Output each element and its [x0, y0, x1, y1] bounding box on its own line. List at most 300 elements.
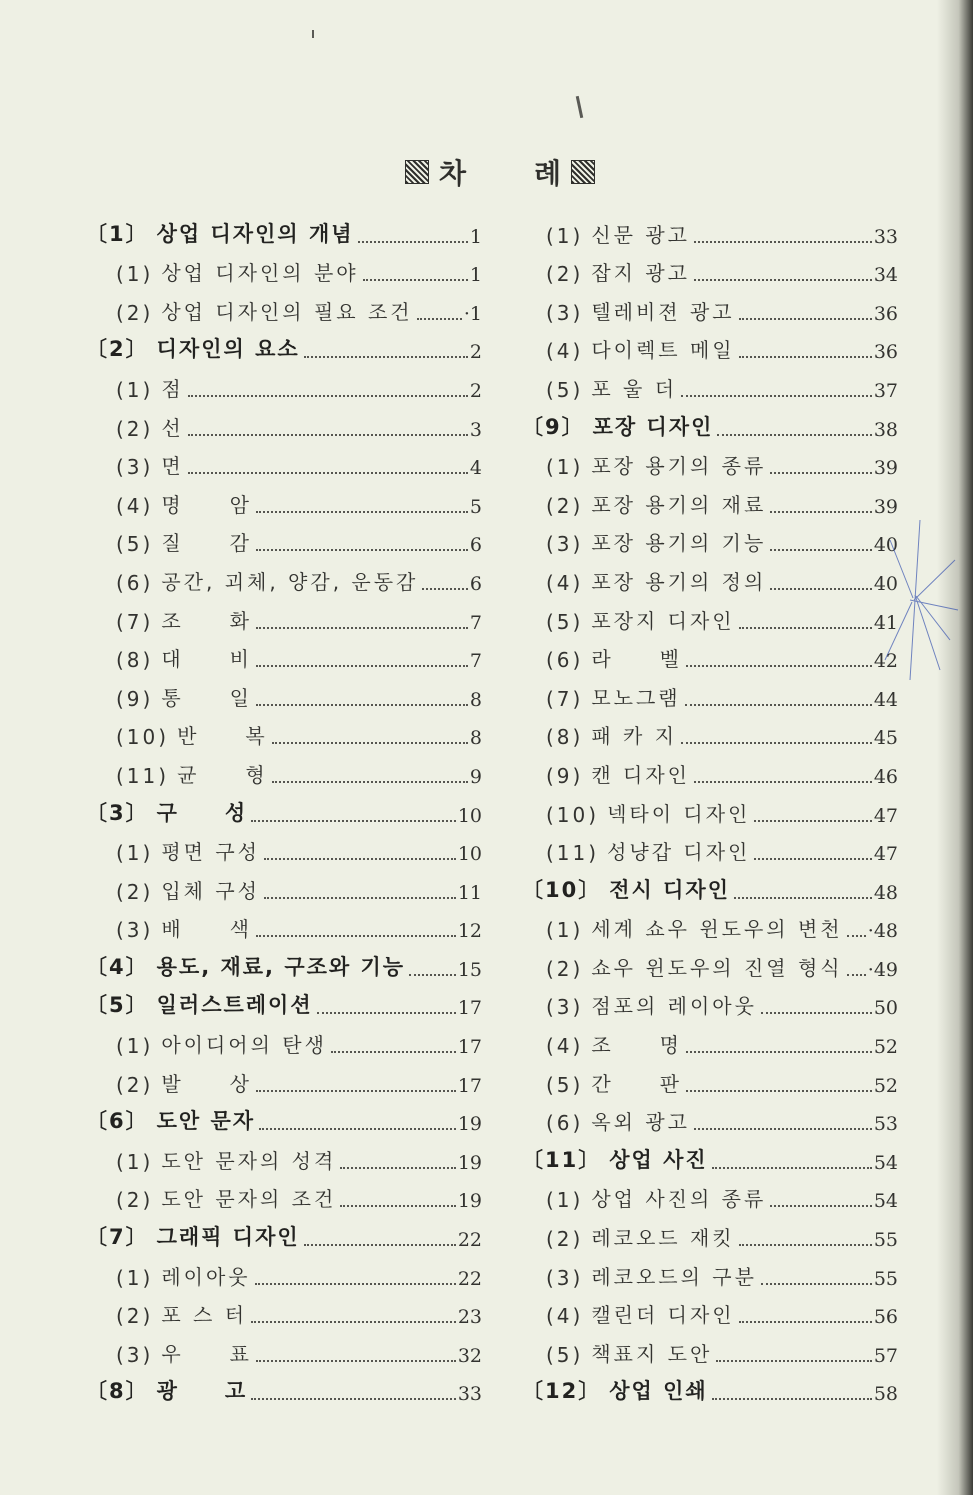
toc-chapter-row — [86, 1219, 482, 1258]
dot-leader — [272, 780, 468, 783]
toc-section-row — [522, 795, 898, 834]
toc-entry-title: 캘린더 디자인 — [591, 1303, 735, 1328]
dot-leader — [770, 471, 872, 474]
toc-page-number: 17 — [457, 997, 482, 1020]
toc-left-column — [86, 216, 482, 1412]
toc-entry-title: 포장 용기의 재료 — [591, 492, 767, 517]
hatched-square-icon — [571, 160, 595, 184]
toc-section-row — [522, 332, 898, 371]
dot-leader — [712, 1166, 872, 1169]
dot-leader — [694, 780, 872, 783]
dot-leader — [256, 626, 468, 629]
toc-entry-number: (1) — [546, 1188, 584, 1213]
toc-page-number: 56 — [873, 1306, 898, 1329]
toc-entry-title: 성냥갑 디자인 — [607, 840, 751, 865]
toc-entry-number: 〔4〕 — [86, 954, 149, 979]
toc-entry-number: (1) — [546, 223, 584, 248]
dot-leader — [686, 1050, 872, 1053]
toc-page-number: 17 — [457, 1074, 482, 1097]
toc-entry-title: 라 벨 — [591, 647, 682, 672]
toc-page-number: ·1 — [463, 302, 482, 325]
toc-section-row — [86, 718, 482, 757]
toc-section-row — [86, 756, 482, 795]
toc-section-row — [86, 911, 482, 950]
dot-leader — [256, 510, 468, 513]
toc-page-number: 37 — [873, 379, 898, 402]
dot-leader — [754, 857, 871, 860]
toc-entry-number: 〔7〕 — [86, 1225, 149, 1250]
toc-page-number: 55 — [873, 1229, 898, 1252]
toc-page-number: 45 — [873, 727, 898, 750]
toc-page-number: ·49 — [867, 958, 898, 981]
dot-leader — [417, 317, 462, 320]
dot-leader — [686, 1089, 872, 1092]
toc-section-row — [86, 255, 482, 294]
toc-section-row — [522, 370, 898, 409]
toc-page-number: 36 — [873, 302, 898, 325]
toc-page-number: ·48 — [867, 920, 898, 943]
dot-leader — [256, 548, 468, 551]
dot-leader — [694, 240, 872, 243]
toc-page-number: 8 — [469, 727, 482, 750]
toc-entry-title: 평면 구성 — [161, 840, 260, 865]
dot-leader — [761, 1282, 872, 1285]
toc-chapter-row — [86, 1374, 482, 1413]
toc-page-number: 17 — [457, 1036, 482, 1059]
toc-section-row — [86, 834, 482, 873]
dot-leader — [717, 433, 871, 436]
toc-entry-title: 조 화 — [161, 608, 252, 633]
toc-entry-title: 포 울 더 — [591, 376, 678, 401]
toc-entry-number: (9) — [116, 686, 154, 711]
toc-entry-number: (4) — [546, 339, 584, 364]
toc-page-number: 58 — [873, 1383, 898, 1406]
toc-title-right: 례 — [534, 157, 562, 190]
toc-section-row — [86, 1335, 482, 1374]
dot-leader — [739, 1243, 872, 1246]
toc-entry-title: 포장 용기의 정의 — [591, 569, 767, 594]
toc-title — [395, 150, 605, 194]
dot-leader — [304, 1243, 456, 1246]
toc-entry-title: 포장 디자인 — [592, 414, 714, 439]
dot-leader — [340, 1166, 456, 1169]
toc-entry-title: 상업 디자인의 분야 — [161, 261, 359, 286]
toc-entry-title: 포장 용기의 기능 — [591, 531, 767, 556]
toc-section-row — [86, 448, 482, 487]
toc-section-row — [522, 602, 898, 641]
toc-section-row — [86, 1026, 482, 1065]
toc-entry-title: 면 — [161, 454, 184, 479]
dot-leader — [739, 355, 872, 358]
dot-leader — [256, 1359, 456, 1362]
toc-entry-number: (3) — [546, 300, 584, 325]
toc-page-number: 44 — [873, 688, 898, 711]
toc-entry-title: 넥타이 디자인 — [607, 801, 751, 826]
toc-entry-number: (1) — [116, 262, 154, 287]
toc-section-row — [522, 255, 898, 294]
toc-entry-number: (3) — [116, 455, 154, 480]
toc-section-row — [522, 563, 898, 602]
dot-leader — [251, 1320, 456, 1323]
toc-entry-number: (8) — [546, 725, 584, 750]
toc-page-number: 32 — [457, 1344, 482, 1367]
hatched-square-icon — [405, 160, 429, 184]
toc-entry-title: 상업 디자인의 개념 — [156, 221, 354, 246]
toc-entry-title: 상업 디자인의 필요 조건 — [161, 299, 413, 324]
dot-leader — [188, 394, 468, 397]
toc-right-column — [522, 216, 898, 1412]
dot-leader — [272, 741, 468, 744]
toc-entry-title: 쇼우 윈도우의 진열 형식 — [591, 955, 843, 980]
toc-chapter-row — [86, 216, 482, 255]
toc-entry-title: 옥외 광고 — [591, 1110, 690, 1135]
toc-page-number: 7 — [469, 650, 482, 673]
dot-leader — [251, 819, 456, 822]
toc-entry-title: 세계 쇼우 윈도우의 변천 — [591, 917, 843, 942]
dot-leader — [256, 934, 456, 937]
toc-entry-title: 포장 용기의 종류 — [591, 454, 767, 479]
toc-entry-number: (7) — [546, 686, 584, 711]
toc-entry-number: (2) — [116, 416, 154, 441]
toc-entry-number: (2) — [116, 300, 154, 325]
toc-entry-title: 명 암 — [161, 492, 252, 517]
toc-entry-title: 도안 문자의 조건 — [161, 1187, 337, 1212]
dot-leader — [331, 1050, 456, 1053]
toc-page-number: 38 — [873, 418, 898, 441]
toc-section-row — [522, 448, 898, 487]
toc-page-number: 42 — [873, 650, 898, 673]
toc-page-number: 54 — [873, 1190, 898, 1213]
dot-leader — [409, 973, 456, 976]
toc-section-row — [86, 370, 482, 409]
toc-page-number: 6 — [469, 534, 482, 557]
toc-entry-number: (2) — [116, 1188, 154, 1213]
dot-leader — [770, 510, 872, 513]
dot-leader — [256, 703, 468, 706]
toc-entry-title: 다이렉트 메일 — [591, 338, 735, 363]
toc-section-row — [86, 1142, 482, 1181]
toc-entry-number: (1) — [116, 1034, 154, 1059]
toc-entry-title: 레코오드 재킷 — [591, 1226, 735, 1251]
toc-entry-title: 잡지 광고 — [591, 261, 690, 286]
toc-page-number: 23 — [457, 1306, 482, 1329]
toc-section-row — [522, 1181, 898, 1220]
dot-leader — [761, 1011, 872, 1014]
dot-leader — [259, 1127, 456, 1130]
toc-entry-number: (7) — [116, 609, 154, 634]
toc-entry-title: 조 명 — [591, 1033, 682, 1058]
toc-page-number: 2 — [469, 341, 482, 364]
toc-page-number: 8 — [469, 688, 482, 711]
dot-leader — [712, 1397, 872, 1400]
toc-chapter-row — [522, 1142, 898, 1181]
dot-leader — [264, 857, 456, 860]
toc-page-number: 3 — [469, 418, 482, 441]
toc-entry-number: 〔12〕 — [522, 1379, 602, 1404]
toc-entry-title: 우 표 — [161, 1341, 252, 1366]
toc-entry-number: (3) — [546, 995, 584, 1020]
toc-page-number: 33 — [873, 225, 898, 248]
toc-entry-number: (1) — [116, 841, 154, 866]
toc-page-number: 22 — [457, 1229, 482, 1252]
dot-leader — [685, 703, 872, 706]
toc-page-number: 2 — [469, 379, 482, 402]
toc-section-row — [86, 1065, 482, 1104]
pencil-mark — [576, 96, 584, 118]
toc-entry-title: 도안 문자의 성격 — [161, 1148, 337, 1173]
toc-entry-title: 간 판 — [591, 1071, 682, 1096]
toc-page-number: 47 — [873, 804, 898, 827]
toc-chapter-row — [86, 332, 482, 371]
toc-section-row — [86, 525, 482, 564]
toc-entry-number: (3) — [546, 1265, 584, 1290]
dot-leader — [681, 741, 872, 744]
toc-entry-number: (6) — [116, 570, 154, 595]
toc-section-row — [86, 1297, 482, 1336]
toc-chapter-row — [86, 949, 482, 988]
toc-page-number: 55 — [873, 1267, 898, 1290]
toc-page-number: 4 — [469, 457, 482, 480]
toc-entry-title: 레이아웃 — [161, 1264, 251, 1289]
toc-section-row — [522, 1258, 898, 1297]
toc-entry-number: (6) — [546, 648, 584, 673]
dot-leader — [340, 1204, 456, 1207]
toc-chapter-row — [522, 1374, 898, 1413]
toc-entry-number: (1) — [546, 455, 584, 480]
toc-entry-title: 아이디어의 탄생 — [161, 1033, 327, 1058]
toc-entry-number: (1) — [116, 1149, 154, 1174]
toc-entry-title: 일러스트레이션 — [156, 993, 313, 1018]
toc-section-row — [522, 949, 898, 988]
toc-entry-number: (5) — [546, 609, 584, 634]
toc-section-row — [86, 602, 482, 641]
toc-chapter-row — [86, 1104, 482, 1143]
toc-entry-number: (3) — [546, 532, 584, 557]
toc-entry-title: 책표지 도안 — [591, 1341, 713, 1366]
toc-section-row — [86, 563, 482, 602]
dot-leader — [739, 1320, 872, 1323]
toc-page-number: 10 — [457, 843, 482, 866]
toc-page-number: 52 — [873, 1036, 898, 1059]
toc-section-row — [86, 1258, 482, 1297]
toc-entry-title: 상업 사진 — [609, 1147, 708, 1172]
toc-section-row — [522, 1335, 898, 1374]
toc-section-row — [522, 756, 898, 795]
dot-leader — [317, 1011, 456, 1014]
dot-leader — [188, 471, 468, 474]
toc-entry-title: 점 — [161, 376, 184, 401]
toc-page-number: 39 — [873, 495, 898, 518]
toc-page-number: 40 — [873, 572, 898, 595]
toc-entry-title: 용도, 재료, 구조와 기능 — [156, 954, 406, 979]
toc-section-row — [522, 1219, 898, 1258]
toc-page-number: 53 — [873, 1113, 898, 1136]
dot-leader — [770, 548, 872, 551]
toc-entry-number: 〔1〕 — [86, 221, 149, 246]
dot-leader — [734, 896, 872, 899]
dot-leader — [256, 1089, 456, 1092]
toc-entry-number: 〔5〕 — [86, 993, 149, 1018]
dot-leader — [716, 1359, 872, 1362]
toc-section-row — [522, 525, 898, 564]
dot-leader — [770, 587, 872, 590]
toc-entry-number: (4) — [546, 570, 584, 595]
toc-page-number: 33 — [457, 1383, 482, 1406]
toc-entry-number: 〔8〕 — [86, 1379, 149, 1404]
dot-leader — [694, 278, 872, 281]
toc-section-row — [522, 641, 898, 680]
toc-entry-number: (1) — [116, 1265, 154, 1290]
toc-section-row — [86, 1181, 482, 1220]
toc-page-number: 19 — [457, 1151, 482, 1174]
toc-section-row — [86, 641, 482, 680]
toc-section-row — [522, 216, 898, 255]
toc-entry-title: 발 상 — [161, 1071, 252, 1096]
toc-page-number: 12 — [457, 920, 482, 943]
toc-entry-title: 광 고 — [156, 1379, 248, 1404]
toc-entry-title: 캔 디자인 — [591, 762, 690, 787]
toc-entry-number: (2) — [546, 493, 584, 518]
toc-page-number: 36 — [873, 341, 898, 364]
dot-leader — [847, 934, 866, 937]
toc-entry-title: 디자인의 요소 — [156, 337, 300, 362]
dot-leader — [754, 819, 871, 822]
toc-page-number: 50 — [873, 997, 898, 1020]
toc-section-row — [522, 911, 898, 950]
dot-leader — [188, 433, 468, 436]
toc-page-number: 22 — [457, 1267, 482, 1290]
toc-entry-title: 그래픽 디자인 — [156, 1225, 300, 1250]
dot-leader — [739, 626, 872, 629]
toc-entry-number: 〔3〕 — [86, 800, 149, 825]
toc-section-row — [522, 679, 898, 718]
toc-page-number: 6 — [469, 572, 482, 595]
toc-entry-number: (6) — [546, 1111, 584, 1136]
toc-entry-title: 모노그램 — [591, 685, 681, 710]
dot-leader — [264, 896, 456, 899]
toc-page-number: 52 — [873, 1074, 898, 1097]
toc-section-row — [522, 834, 898, 873]
toc-entry-number: 〔11〕 — [522, 1147, 602, 1172]
toc-page-number: 19 — [457, 1190, 482, 1213]
toc-entry-title: 레코오드의 구분 — [591, 1264, 757, 1289]
toc-page-number: 5 — [469, 495, 482, 518]
toc-entry-title: 신문 광고 — [591, 222, 690, 247]
toc-entry-title: 반 복 — [177, 724, 268, 749]
toc-entry-number: (2) — [116, 1072, 154, 1097]
toc-chapter-row — [522, 872, 898, 911]
toc-entry-number: (5) — [546, 1342, 584, 1367]
toc-page-number: 39 — [873, 457, 898, 480]
dot-leader — [304, 355, 468, 358]
toc-section-row — [86, 486, 482, 525]
toc-section-row — [86, 409, 482, 448]
toc-entry-title: 전시 디자인 — [609, 877, 730, 902]
toc-entry-number: (10) — [546, 802, 600, 827]
toc-entry-title: 도안 문자 — [156, 1109, 256, 1134]
toc-entry-number: 〔2〕 — [86, 337, 149, 362]
page-edge-shadow — [937, 0, 973, 1495]
dot-leader — [251, 1397, 456, 1400]
toc-entry-title: 텔레비젼 광고 — [591, 299, 735, 324]
toc-section-row — [86, 293, 482, 332]
toc-section-row — [522, 988, 898, 1027]
toc-entry-title: 상업 인쇄 — [609, 1379, 708, 1404]
toc-page-number: 7 — [469, 611, 482, 634]
toc-page-number: 48 — [873, 881, 898, 904]
toc-page-number: 10 — [457, 804, 482, 827]
toc-section-row — [522, 486, 898, 525]
toc-chapter-row — [86, 795, 482, 834]
toc-entry-number: (10) — [116, 725, 170, 750]
toc-section-row — [522, 293, 898, 332]
toc-page-number: 54 — [873, 1151, 898, 1174]
toc-page-number: 11 — [457, 881, 482, 904]
toc-page-number: 41 — [873, 611, 898, 634]
toc-entry-number: (3) — [116, 918, 154, 943]
toc-entry-title: 균 형 — [177, 762, 268, 787]
pencil-mark — [312, 30, 314, 38]
toc-entry-number: (11) — [546, 841, 600, 866]
toc-entry-number: (4) — [546, 1304, 584, 1329]
toc-page-number: 34 — [873, 264, 898, 287]
toc-entry-number: (1) — [116, 377, 154, 402]
toc-page-number: 47 — [873, 843, 898, 866]
toc-entry-title: 대 비 — [161, 647, 252, 672]
toc-section-row — [86, 679, 482, 718]
toc-entry-title: 선 — [161, 415, 184, 440]
toc-entry-number: 〔9〕 — [522, 414, 585, 439]
toc-title-left: 차 — [438, 157, 466, 190]
toc-page-number: 1 — [469, 264, 482, 287]
toc-entry-title: 통 일 — [161, 685, 252, 710]
toc-entry-number: (2) — [546, 262, 584, 287]
toc-entry-number: (2) — [116, 879, 154, 904]
toc-section-row — [522, 1026, 898, 1065]
dot-leader — [847, 973, 866, 976]
toc-entry-title: 상업 사진의 종류 — [591, 1187, 767, 1212]
pen-scribble — [880, 500, 960, 700]
toc-section-row — [522, 718, 898, 757]
dot-leader — [739, 317, 872, 320]
dot-leader — [681, 394, 872, 397]
toc-page-number: 40 — [873, 534, 898, 557]
toc-entry-title: 포 스 터 — [161, 1303, 248, 1328]
toc-section-row — [522, 1065, 898, 1104]
toc-entry-number: (5) — [116, 532, 154, 557]
dot-leader — [694, 1127, 872, 1130]
toc-entry-number: (9) — [546, 763, 584, 788]
toc-entry-number: (1) — [546, 918, 584, 943]
toc-entry-title: 공간, 괴체, 양감, 운동감 — [161, 569, 419, 594]
dot-leader — [686, 664, 872, 667]
toc-entry-number: (8) — [116, 648, 154, 673]
toc-entry-number: (3) — [116, 1342, 154, 1367]
toc-entry-number: (5) — [546, 377, 584, 402]
toc-entry-title: 배 색 — [161, 917, 252, 942]
toc-entry-number: (4) — [116, 493, 154, 518]
dot-leader — [422, 587, 468, 590]
toc-page-number: 9 — [469, 765, 482, 788]
toc-entry-number: 〔10〕 — [522, 877, 602, 902]
dot-leader — [363, 278, 468, 281]
toc-entry-number: 〔6〕 — [86, 1109, 149, 1134]
toc-page-number: 1 — [469, 225, 482, 248]
dot-leader — [358, 240, 468, 243]
toc-section-row — [522, 1104, 898, 1143]
toc-chapter-row — [86, 988, 482, 1027]
toc-entry-number: (2) — [546, 956, 584, 981]
